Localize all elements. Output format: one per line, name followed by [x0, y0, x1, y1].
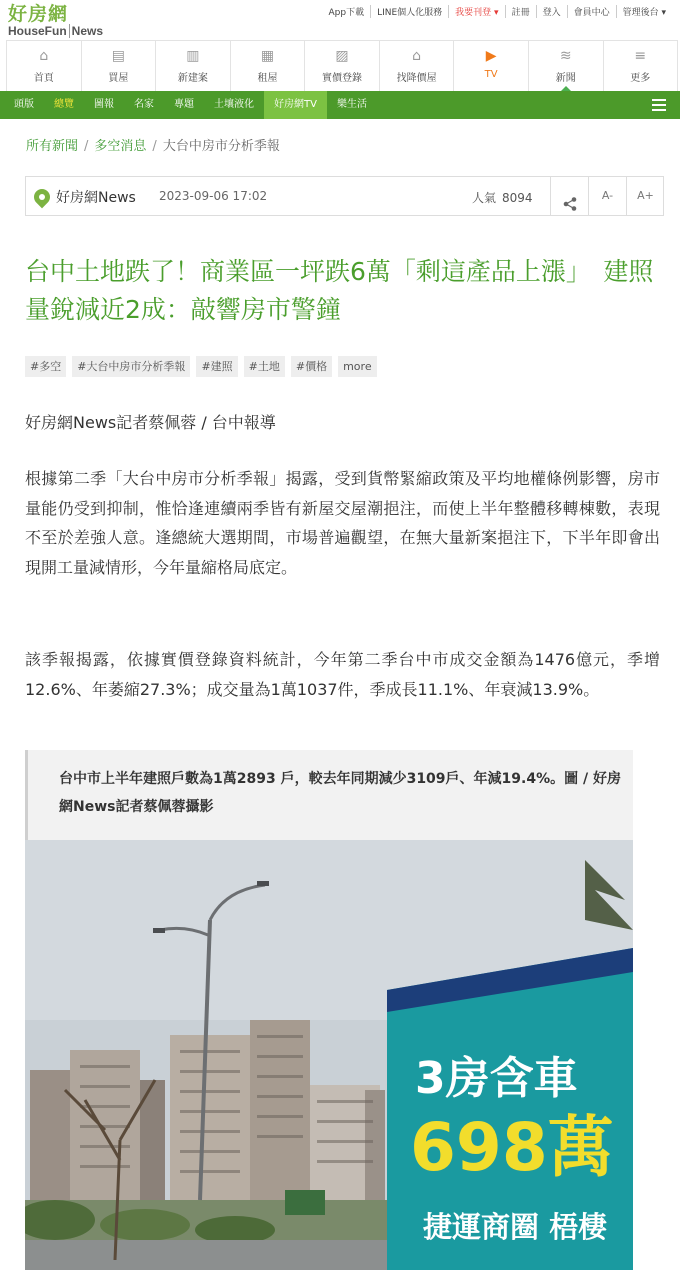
nav-news[interactable]: [528, 41, 603, 91]
breadcrumb-market-news[interactable]: 多空消息: [94, 139, 147, 154]
breadcrumb-all-news[interactable]: 所有新聞: [26, 139, 79, 154]
font-decrease-button[interactable]: A-: [588, 177, 626, 215]
hamburger-menu-icon[interactable]: [652, 99, 666, 111]
nav-discount-houses[interactable]: [379, 41, 454, 91]
post-listing-link[interactable]: 我要刊登 ▾: [448, 5, 504, 18]
nav-buy[interactable]: [81, 41, 156, 91]
top-header: [0, 0, 680, 40]
publish-date: 2023-09-06 17:02: [159, 189, 268, 203]
rss-icon: ≋: [559, 48, 572, 64]
breadcrumb-separator: /: [84, 139, 89, 154]
home-icon: ⌂: [39, 48, 49, 64]
breadcrumb: [26, 135, 280, 154]
logo-news: News: [69, 24, 103, 38]
main-icon-nav: [6, 40, 678, 91]
billboard-line1: 3房含車: [415, 1053, 578, 1104]
tag-item[interactable]: #大台中房市分析季報: [72, 356, 190, 377]
cat-columnists[interactable]: 名家: [134, 99, 154, 110]
article-title: 台中土地跌了！商業區一坪跌6萬「剩這產品上漲」 建照量銳減近2成：敲響房市警鐘: [25, 257, 654, 324]
nav-price-registry[interactable]: [304, 41, 379, 91]
play-icon: ▶: [485, 48, 497, 64]
location-pin-icon: [31, 186, 54, 209]
rent-icon: ▦: [260, 48, 275, 64]
article-byline: 好房網News記者蔡佩蓉 / 台中報導: [25, 413, 276, 432]
share-icon: [563, 189, 577, 203]
register-link[interactable]: 註冊: [505, 5, 536, 18]
nav-rent-label: 租屋: [257, 73, 278, 84]
tag-item[interactable]: #土地: [244, 356, 285, 377]
logo-chinese: 好房網: [8, 3, 69, 25]
cat-graphics[interactable]: 圖報: [94, 99, 114, 110]
article-paragraph: 根據第二季「大台中房市分析季報」揭露，受到貨幣緊縮政策及平均地權條例影響，房市量能仍受到抑制，惟恰逢連續兩季皆有新屋交屋潮挹注，而使上半年整體移轉棟數，表現不至於差強人意。逢總統大選期間，市場普遍觀望，在無大量新案挹注下，下半年即會出現開工量減情形，今年量縮格局底定。: [25, 469, 660, 577]
share-button[interactable]: [550, 177, 588, 215]
view-count-label: 人氣: [472, 191, 497, 205]
article-paragraph: 該季報揭露，依據實價登錄資料統計，今年第二季台中市成交金額為1476億元，季增12.6%、年萎縮27.3%；成交量為1萬1037件，季成長11.1%、年衰減13.9%。: [25, 650, 660, 699]
site-logo[interactable]: [8, 4, 103, 38]
nav-new-projects-label: 新建案: [177, 73, 208, 84]
tag-item[interactable]: #價格: [291, 356, 332, 377]
view-count-value: 8094: [502, 191, 533, 205]
news-brand: [34, 187, 136, 207]
login-link[interactable]: 登入: [536, 5, 567, 18]
tag-list: [25, 356, 383, 377]
cat-housefun-tv[interactable]: 好房網TV: [264, 91, 327, 119]
article-info-bar: [25, 176, 664, 216]
admin-link[interactable]: 管理後台 ▾: [616, 5, 672, 18]
view-count: [472, 189, 533, 206]
cat-lifestyle[interactable]: 樂生活: [336, 99, 367, 110]
cat-overview[interactable]: 總覽: [54, 99, 74, 110]
nav-home[interactable]: [7, 41, 81, 91]
article-photo: [25, 840, 633, 1270]
font-increase-button[interactable]: A+: [626, 177, 664, 215]
nav-price-registry-label: 實價登錄: [322, 73, 363, 84]
breadcrumb-separator: /: [152, 139, 157, 154]
cat-front-page[interactable]: 頭版: [14, 99, 34, 110]
nav-news-label: 新聞: [555, 73, 576, 84]
nav-new-projects[interactable]: [155, 41, 230, 91]
logo-english: [8, 24, 103, 38]
nav-discount-houses-label: 找降價屋: [396, 73, 437, 84]
nav-more[interactable]: [603, 41, 678, 91]
photo-illustration: [25, 840, 633, 1270]
line-service-link[interactable]: LINE個人化服務: [370, 5, 448, 18]
cat-features[interactable]: 專題: [174, 99, 194, 110]
billboard-line3: 捷運商圈 梧棲: [423, 1210, 608, 1244]
menu-icon: ≡: [634, 48, 647, 64]
app-download-link[interactable]: App下載: [328, 8, 365, 18]
nav-more-label: 更多: [630, 73, 651, 84]
nav-tv-label: TV: [484, 69, 498, 80]
tag-item[interactable]: #建照: [196, 356, 237, 377]
nav-tv[interactable]: [453, 41, 528, 91]
buildings-icon: ▥: [186, 48, 200, 64]
house-discount-icon: ⌂: [412, 48, 422, 64]
nav-rent[interactable]: [230, 41, 305, 91]
nav-home-label: 首頁: [33, 73, 54, 84]
cat-liquefaction[interactable]: 土壤液化: [214, 99, 254, 110]
building-icon: ▤: [111, 48, 125, 64]
photo-caption: 台中市上半年建照戶數為1萬2893 戶，較去年同期減少3109戶、年減19.4%。圖 / 好房網News記者蔡佩蓉攝影: [25, 750, 633, 840]
billboard-line2: 698萬: [410, 1109, 614, 1186]
tag-item[interactable]: #多空: [25, 356, 66, 377]
chart-icon: ▨: [335, 48, 349, 64]
member-center-link[interactable]: 會員中心: [567, 5, 616, 18]
news-category-bar: [0, 91, 680, 119]
top-links: [322, 5, 672, 18]
news-brand-name: 好房網News: [56, 190, 136, 206]
tag-more-button[interactable]: more: [338, 356, 377, 377]
breadcrumb-current: 大台中房市分析季報: [162, 139, 280, 154]
logo-housefun: HouseFun: [8, 24, 67, 38]
nav-buy-label: 買屋: [108, 73, 129, 84]
